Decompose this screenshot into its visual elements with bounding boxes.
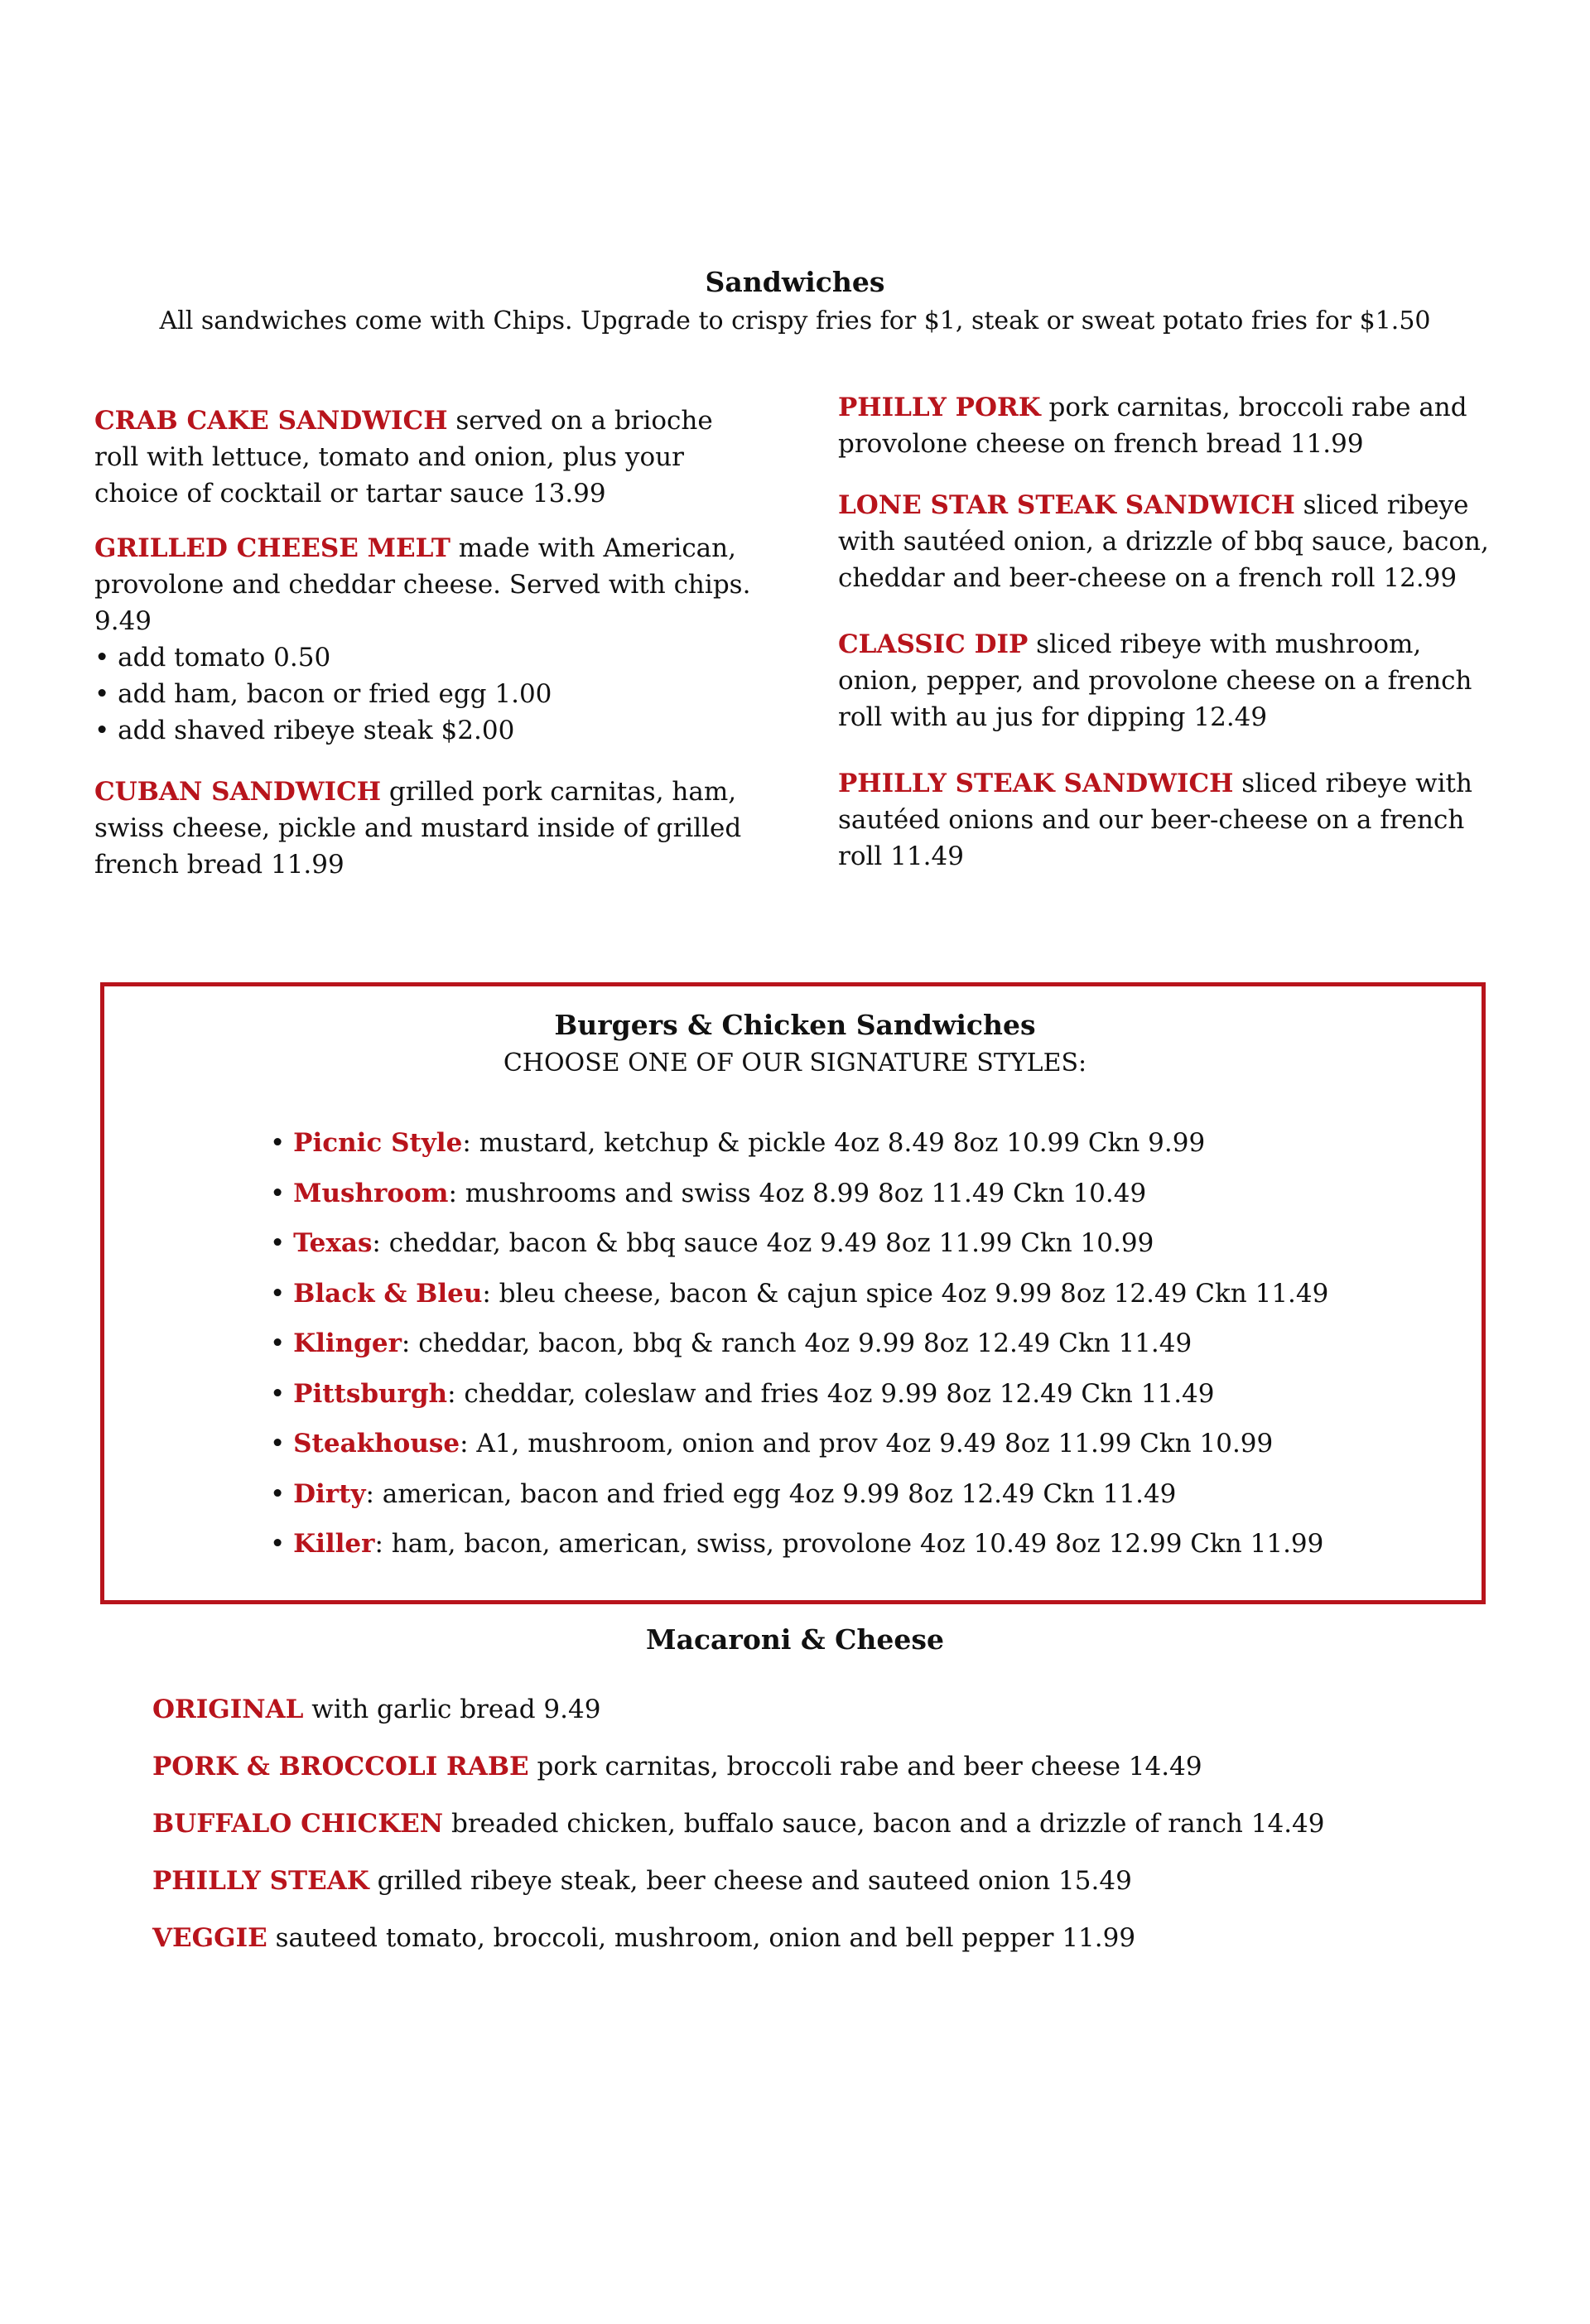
item-description: grilled pork carnitas, ham, swiss cheese, pickle and mustard inside of grilled french bread 11.99: [94, 777, 742, 880]
style-description: : ham, bacon, american, swiss, provolone 4oz 10.49 8oz 12.99 Ckn 11.99: [374, 1529, 1324, 1559]
item-description: pork carnitas, broccoli rabe and provolone cheese on french bread 11.99: [838, 393, 1467, 459]
list-item: • Picnic Style: mustard, ketchup & pickle 4oz 8.49 8oz 10.99 Ckn 9.99: [270, 1128, 1206, 1158]
style-name: Texas: [293, 1228, 373, 1258]
addon-ribeye: • add shaved ribeye steak $2.00: [94, 716, 515, 745]
list-item: • Killer: ham, bacon, american, swiss, provolone 4oz 10.49 8oz 12.99 Ckn 11.99: [270, 1529, 1324, 1559]
sandwiches-title: Sandwiches: [705, 266, 885, 298]
burgers-subtitle: CHOOSE ONE OF OUR SIGNATURE STYLES:: [503, 1049, 1087, 1078]
item-name: GRILLED CHEESE MELT: [94, 533, 450, 563]
list-item: • Black & Bleu: bleu cheese, bacon & cajun spice 4oz 9.99 8oz 12.49 Ckn 11.49: [270, 1278, 1329, 1309]
item-name: PHILLY STEAK SANDWICH: [838, 769, 1234, 798]
style-name: Steakhouse: [293, 1429, 460, 1459]
list-item: • Dirty: american, bacon and fried egg 4oz 9.99 8oz 12.49 Ckn 11.49: [270, 1478, 1177, 1509]
sandwiches-right-column: [838, 389, 1501, 893]
item-description: grilled ribeye steak, beer cheese and sauteed onion 15.49: [369, 1866, 1132, 1896]
style-description: : mushrooms and swiss 4oz 8.99 8oz 11.49 Ckn 10.49: [448, 1178, 1147, 1208]
item-name: VEGGIE: [152, 1923, 267, 1953]
mac-title: Macaroni & Cheese: [646, 1623, 944, 1656]
item-description: made with American, provolone and cheddar cheese. Served with chips. 9.49: [94, 533, 751, 636]
style-description: : american, bacon and fried egg 4oz 9.99 8oz 12.49 Ckn 11.49: [365, 1478, 1177, 1509]
list-item: • Pittsburgh: cheddar, coleslaw and fries 4oz 9.99 8oz 12.49 Ckn 11.49: [270, 1378, 1215, 1409]
item-description: sliced ribeye with sautéed onion, a drizzle of bbq sauce, bacon, cheddar and beer-cheese on a french roll 12.99: [838, 490, 1489, 593]
style-name: Dirty: [293, 1478, 366, 1509]
style-description: : bleu cheese, bacon & cajun spice 4oz 9.99 8oz 12.49 Ckn 11.49: [482, 1278, 1329, 1309]
menu-item-cuban-sandwich: [94, 774, 757, 883]
addon-tomato: • add tomato 0.50: [94, 643, 331, 673]
list-item: • Mushroom: mushrooms and swiss 4oz 8.99 8oz 11.49 Ckn 10.49: [270, 1178, 1147, 1208]
item-description: served on a brioche roll with lettuce, tomato and onion, plus your choice of cocktail or tartar sauce 13.99: [94, 406, 713, 509]
style-description: : A1, mushroom, onion and prov 4oz 9.49 8oz 11.99 Ckn 10.99: [460, 1429, 1274, 1459]
mac-list: [152, 1681, 1519, 1967]
menu-item-classic-dip: [838, 626, 1501, 735]
style-description: : cheddar, coleslaw and fries 4oz 9.99 8oz 12.49 Ckn 11.49: [447, 1378, 1215, 1409]
style-name: Klinger: [293, 1328, 402, 1358]
list-item: • Klinger: cheddar, bacon, bbq & ranch 4oz 9.99 8oz 12.49 Ckn 11.49: [270, 1328, 1192, 1358]
style-name: Picnic Style: [293, 1128, 463, 1158]
style-name: Black & Bleu: [293, 1278, 483, 1309]
item-name: CRAB CAKE SANDWICH: [94, 406, 448, 436]
item-description: sauteed tomato, broccoli, mushroom, onion and bell pepper 11.99: [267, 1923, 1136, 1953]
style-description: : cheddar, bacon, bbq & ranch 4oz 9.99 8oz 12.49 Ckn 11.49: [401, 1328, 1192, 1358]
item-name: ORIGINAL: [152, 1695, 304, 1724]
style-name: Mushroom: [293, 1178, 449, 1208]
item-description: breaded chicken, buffalo sauce, bacon and a drizzle of ranch 14.49: [443, 1809, 1325, 1839]
item-name: LONE STAR STEAK SANDWICH: [838, 490, 1295, 520]
item-name: BUFFALO CHICKEN: [152, 1809, 444, 1839]
item-name: PHILLY PORK: [838, 393, 1041, 422]
item-name: PHILLY STEAK: [152, 1866, 369, 1896]
list-item: [152, 1738, 1519, 1796]
style-description: : mustard, ketchup & pickle 4oz 8.49 8oz 10.99 Ckn 9.99: [462, 1128, 1206, 1158]
item-description: pork carnitas, broccoli rabe and beer cheese 14.49: [528, 1752, 1202, 1782]
menu-item-philly-steak-sandwich: [838, 765, 1501, 875]
list-item: • Texas: cheddar, bacon & bbq sauce 4oz 9.49 8oz 11.99 Ckn 10.99: [270, 1228, 1154, 1258]
item-description: with garlic bread 9.49: [303, 1695, 601, 1724]
style-description: : cheddar, bacon & bbq sauce 4oz 9.49 8oz 11.99 Ckn 10.99: [372, 1228, 1154, 1258]
item-description: sliced ribeye with sautéed onions and our beer-cheese on a french roll 11.49: [838, 769, 1472, 871]
sandwiches-subtitle: All sandwiches come with Chips. Upgrade to crispy fries for $1, steak or sweat potato fries for $1.50: [159, 306, 1431, 335]
item-name: CLASSIC DIP: [838, 629, 1029, 659]
burgers-title: Burgers & Chicken Sandwiches: [554, 1009, 1036, 1041]
list-item: [152, 1853, 1519, 1910]
style-name: Pittsburgh: [293, 1378, 448, 1409]
list-item: • Steakhouse: A1, mushroom, onion and prov 4oz 9.49 8oz 11.99 Ckn 10.99: [270, 1429, 1274, 1459]
list-item: [152, 1796, 1519, 1853]
style-name: Killer: [293, 1529, 375, 1559]
addon-ham-bacon-egg: • add ham, bacon or fried egg 1.00: [94, 679, 552, 709]
menu-item-philly-pork: [838, 389, 1501, 462]
menu-item-crab-cake-sandwich: [94, 403, 757, 512]
item-description: sliced ribeye with mushroom, onion, pepper, and provolone cheese on a french roll with au jus for dipping 12.49: [838, 629, 1472, 732]
list-item: [152, 1681, 1519, 1738]
sandwiches-left-column: [94, 403, 757, 901]
item-name: PORK & BROCCOLI RABE: [152, 1752, 529, 1782]
burger-styles-list: [270, 1118, 1429, 1569]
menu-item-lone-star-steak-sandwich: [838, 487, 1501, 596]
item-name: CUBAN SANDWICH: [94, 777, 382, 807]
list-item: [152, 1910, 1519, 1967]
menu-item-grilled-cheese-melt: [94, 530, 757, 749]
